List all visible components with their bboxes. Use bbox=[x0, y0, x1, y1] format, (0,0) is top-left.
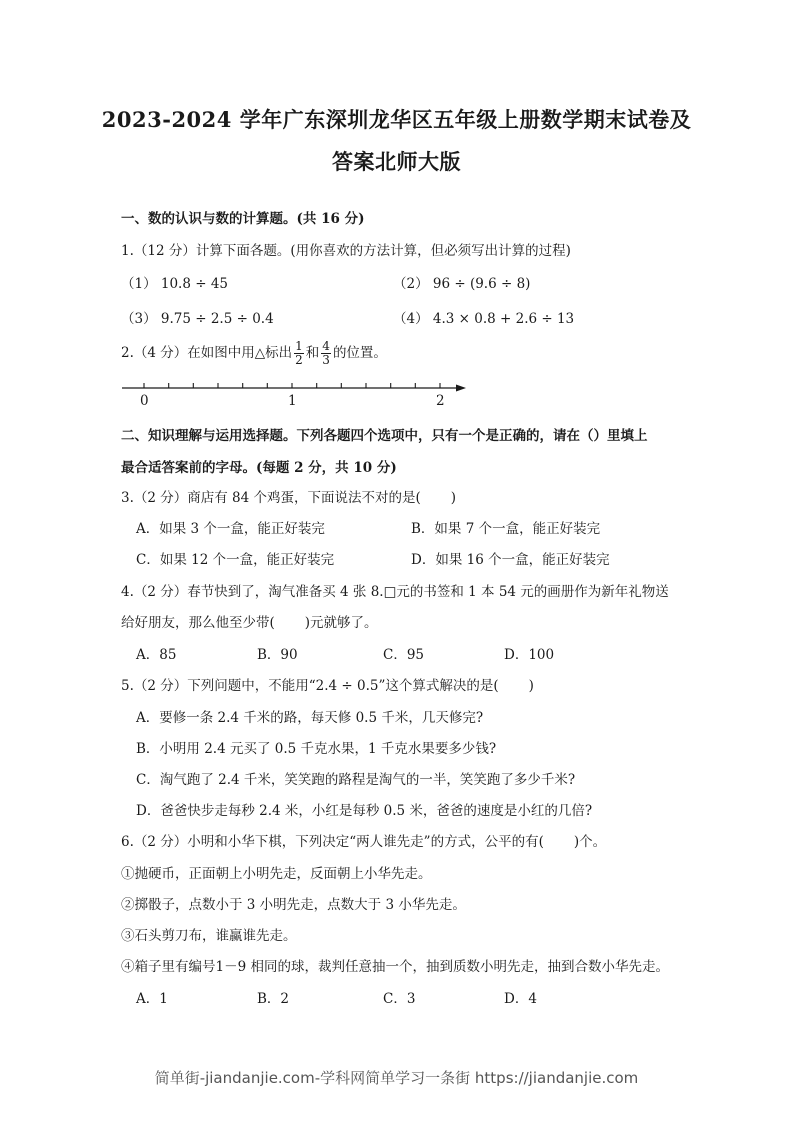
fraction-denominator: 2 bbox=[295, 353, 303, 367]
section2-heading-line2: 最合适答案前的字母。(每题 2 分，共 10 分) bbox=[121, 460, 397, 476]
section2-heading-line1: 二、知识理解与运用选择题。下列各题四个选项中，只有一个是正确的，请在（）里填上 bbox=[121, 428, 648, 444]
section1-heading: 一、数的认识与数的计算题。(共 16 分) bbox=[121, 211, 365, 227]
number-line-label-1: 1 bbox=[288, 393, 297, 409]
page-title-line1: 2023-2024 学年广东深圳龙华区五年级上册数学期末试卷及 bbox=[101, 107, 692, 132]
q3-option-c: C．如果 12 个一盒，能正好装完 bbox=[136, 552, 335, 568]
q6-option-a: A．1 bbox=[136, 991, 168, 1007]
q6-stem-suffix: )个。 bbox=[573, 834, 607, 850]
q1-item-1: （1） 10.8 ÷ 45 bbox=[121, 276, 229, 292]
q2-connector: 和 bbox=[305, 345, 320, 361]
q6-stem-prefix: 6.（2 分）小明和小华下棋，下列决定“两人谁先走”的方式，公平的有( bbox=[121, 834, 544, 850]
number-line-label-0: 0 bbox=[140, 393, 149, 409]
q3-stem-suffix: ) bbox=[450, 490, 457, 506]
number-line bbox=[120, 378, 480, 414]
q2-stem-prefix: 2.（4 分）在如图中用△标出 bbox=[121, 345, 293, 361]
q3-stem-prefix: 3.（2 分）商店有 84 个鸡蛋，下面说法不对的是( bbox=[121, 490, 421, 506]
number-line-ticks bbox=[144, 383, 440, 388]
q4-stem-line1: 4.（2 分）春节快到了，淘气准备买 4 张 8.□元的书签和 1 本 54 元的画册作为新年礼物送 bbox=[121, 584, 669, 600]
q4-option-b: B．90 bbox=[257, 647, 298, 663]
q2-stem bbox=[121, 340, 387, 367]
footer-watermark: 简单街-jiandanjie.com-学科网简单学习一条街 https://jiandanjie.com bbox=[154, 1069, 639, 1087]
q2-stem-suffix: 的位置。 bbox=[332, 345, 387, 361]
fraction-numerator: 4 bbox=[322, 339, 330, 353]
q1-stem: 1.（12 分）计算下面各题。(用你喜欢的方法计算，但必须写出计算的过程) bbox=[121, 243, 571, 259]
fraction-denominator: 3 bbox=[322, 353, 330, 367]
q4-option-c: C．95 bbox=[383, 647, 425, 663]
q5-option-c: C．淘气跑了 2.4 千米，笑笑跑的路程是淘气的一半，笑笑跑了多少千米? bbox=[136, 772, 576, 788]
q6-statement-2: ②掷骰子，点数小于 3 小明先走，点数大于 3 小华先走。 bbox=[121, 897, 466, 913]
q6-statement-3: ③石头剪刀布，谁赢谁先走。 bbox=[121, 928, 297, 944]
fraction-one-half bbox=[294, 340, 304, 367]
q4-option-a: A．85 bbox=[136, 647, 177, 663]
q1-item-4: （4） 4.3 × 0.8 + 2.6 ÷ 13 bbox=[393, 311, 575, 327]
q1-item-2: （2） 96 ÷ (9.6 ÷ 8) bbox=[393, 276, 531, 292]
q1-item-3: （3） 9.75 ÷ 2.5 ÷ 0.4 bbox=[121, 311, 274, 327]
q3-option-a: A．如果 3 个一盒，能正好装完 bbox=[136, 521, 325, 537]
q6-statement-4: ④箱子里有编号1－9 相同的球，裁判任意抽一个，抽到质数小明先走，抽到合数小华先走。 bbox=[121, 959, 669, 975]
number-line-label-2: 2 bbox=[436, 393, 445, 409]
q5-stem bbox=[121, 674, 534, 694]
q6-stem bbox=[121, 830, 606, 850]
q5-option-d: D．爸爸快步走每秒 2.4 米，小红是每秒 0.5 米，爸爸的速度是小红的几倍? bbox=[136, 803, 593, 819]
q5-stem-suffix: ) bbox=[528, 678, 534, 694]
q6-option-c: C．3 bbox=[383, 991, 416, 1007]
q4-stem-line2 bbox=[121, 611, 378, 631]
q5-option-a: A．要修一条 2.4 千米的路，每天修 0.5 千米，几天修完? bbox=[136, 710, 484, 726]
q4-stem-prefix: 给好朋友，那么他至少带( bbox=[121, 615, 275, 631]
fraction-numerator: 1 bbox=[295, 339, 303, 353]
q4-option-d: D．100 bbox=[504, 647, 555, 663]
q6-statement-1: ①抛硬币，正面朝上小明先走，反面朝上小华先走。 bbox=[121, 866, 432, 882]
arrow-right-icon bbox=[456, 385, 466, 392]
q6-option-d: D．4 bbox=[504, 991, 537, 1007]
q5-stem-prefix: 5.（2 分）下列问题中，不能用“2.4 ÷ 0.5”这个算式解决的是( bbox=[121, 678, 499, 694]
q6-option-b: B．2 bbox=[257, 991, 290, 1007]
q3-option-b: B．如果 7 个一盒，能正好装完 bbox=[411, 521, 601, 537]
q4-stem-suffix: )元就够了。 bbox=[304, 615, 378, 631]
q3-stem bbox=[121, 486, 456, 506]
q5-option-b: B．小明用 2.4 元买了 0.5 千克水果，1 千克水果要多少钱? bbox=[136, 741, 497, 757]
fraction-four-thirds bbox=[321, 340, 331, 367]
page-title-line2: 答案北师大版 bbox=[332, 149, 461, 174]
q3-option-d: D．如果 16 个一盒，能正好装完 bbox=[411, 552, 610, 568]
